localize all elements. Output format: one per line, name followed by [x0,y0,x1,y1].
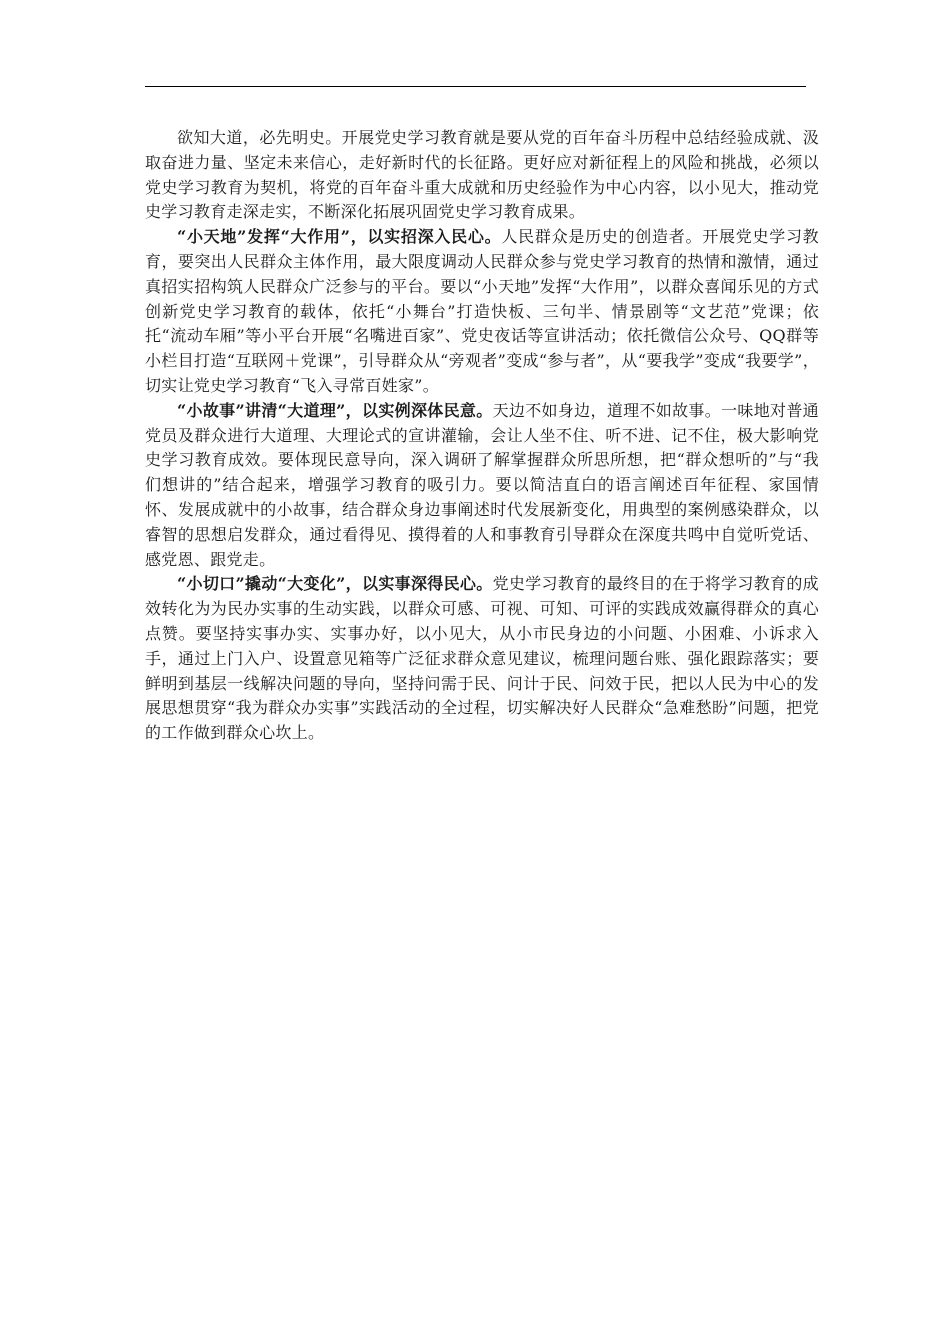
paragraph-lead: “小天地”发挥“大作用”，以实招深入民心。 [177,227,502,247]
paragraph-section-3 [145,572,819,746]
paragraph-intro [145,126,819,225]
paragraph-text: 人民群众是历史的创造者。开展党史学习教育，要突出人民群众主体作用，最大限度调动人民群众参与党史学习教育的热情和激情，通过真招实招构筑人民群众广泛参与的平台。要以“小天地”发挥“大作用”，以群众喜闻乐见的方式创新党史学习教育的载体，依托“小舞台”打造快板、三句半、情景剧等“文艺范”党课；依托“流动车厢”等小平台开展“名嘴进百家”、党史夜话等宣讲活动；依托微信公众号、QQ群等小栏目打造“互联网＋党课”，引导群众从“旁观者”变成“参与者”，从“要我学”变成“我要学”，切实让党史学习教育“飞入寻常百姓家”。 [145,227,819,395]
header-rule [145,86,806,87]
document-body [145,126,819,746]
paragraph-text: 天边不如身边，道理不如故事。一味地对普通党员及群众进行大道理、大理论式的宣讲灌输，会让人坐不住、听不进、记不住，极大影响党史学习教育成效。要体现民意导向，深入调研了解掌握群众所思所想，把“群众想听的”与“我们想讲的”结合起来，增强学习教育的吸引力。要以简洁直白的语言阐述百年征程、家国情怀、发展成就中的小故事，结合群众身边事阐述时代发展新变化，用典型的案例感染群众，以睿智的思想启发群众，通过看得见、摸得着的人和事教育引导群众在深度共鸣中自觉听党话、感党恩、跟党走。 [145,400,819,569]
paragraph-section-2 [145,399,819,573]
paragraph-text: 党史学习教育的最终目的在于将学习教育的成效转化为为民办实事的生动实践，以群众可感、可视、可知、可评的实践成效赢得群众的真心点赞。要坚持实事办实、实事办好，以小见大，从小市民身边的小问题、小困难、小诉求入手，通过上门入户、设置意见箱等广泛征求群众意见建议，梳理问题台账、强化跟踪落实；要鲜明到基层一线解决问题的导向，坚持问需于民、问计于民、问效于民，把以人民为中心的发展思想贯穿“我为群众办实事”实践活动的全过程，切实解决好人民群众“急难愁盼”问题，把党的工作做到群众心坎上。 [145,574,819,743]
paragraph-lead: “小故事”讲清“大道理”，以实例深体民意。 [177,400,493,420]
paragraph-text: 欲知大道，必先明史。开展党史学习教育就是要从党的百年奋斗历程中总结经验成就、汲取奋进力量、坚定未来信心，走好新时代的长征路。更好应对新征程上的风险和挑战，必须以党史学习教育为契机，将党的百年奋斗重大成就和历史经验作为中心内容，以小见大，推动党史学习教育走深走实，不断深化拓展巩固党史学习教育成果。 [145,128,819,222]
paragraph-lead: “小切口”撬动“大变化”，以实事深得民心。 [177,574,493,594]
paragraph-section-1 [145,225,819,399]
